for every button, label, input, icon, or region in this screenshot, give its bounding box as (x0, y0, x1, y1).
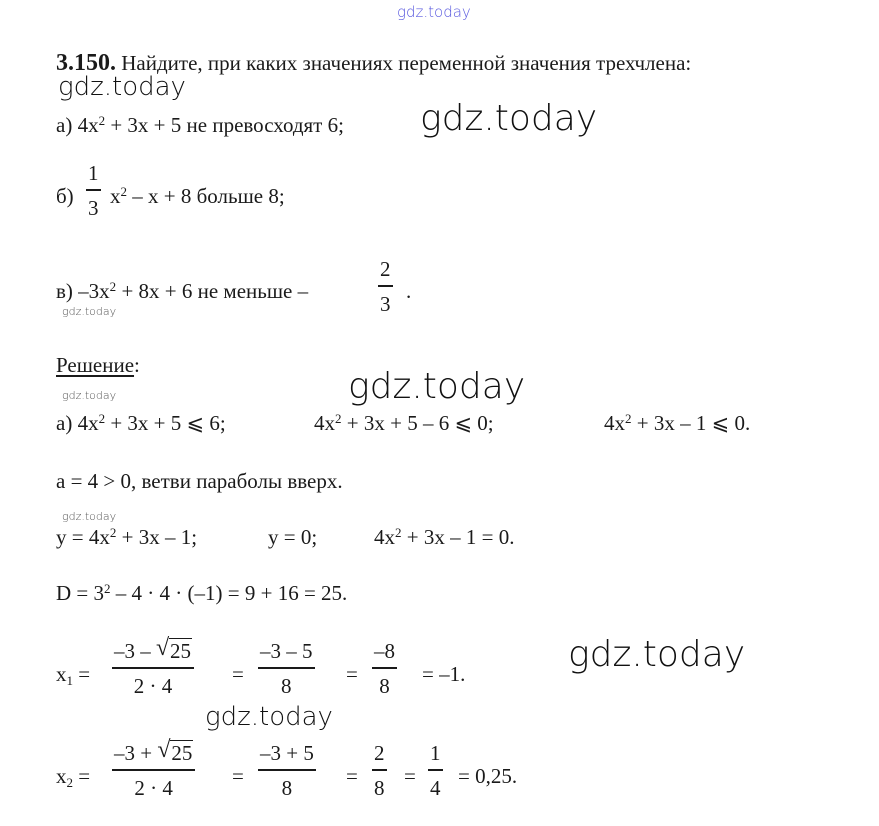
watermark-small-3: gdz.today (62, 510, 117, 523)
task-statement (56, 50, 691, 76)
item-c-fraction (378, 256, 393, 317)
solution-heading (56, 352, 140, 378)
fraction-numerator: 2 (380, 257, 391, 281)
solution-line-1b: $4x^2 + 3x + 5 - 6$ ⩽ 0; (314, 410, 494, 435)
task-text: Найдите, при каких значениях переменной значения трехчлена: (121, 51, 692, 75)
watermark-small-1: gdz.today (62, 305, 117, 318)
item-a-rest: + 3x + 5 не превосходят 6; (105, 113, 344, 137)
x1-result: = –1. (422, 662, 466, 686)
watermark-small-2: gdz.today (62, 389, 117, 402)
exponent: 2 (98, 112, 106, 128)
watermark-solution: gdz.today (348, 366, 526, 407)
x2-eq-3: = (346, 764, 358, 788)
fraction-denominator: 3 (380, 291, 391, 316)
watermark-heading: gdz.today (58, 72, 186, 102)
solution-heading-colon: : (134, 353, 140, 377)
solution-line-1c: $4x^2 + 3x - 1$ ⩽ 0. (604, 410, 751, 435)
exponent: 2 (109, 278, 117, 294)
x1-fraction-2: –3 – 5 8 (260, 639, 313, 698)
solution-line-3c: $4x^2 + 3x - 1 = 0$. (374, 524, 515, 549)
x2-fraction-3: 2 8 (374, 741, 385, 800)
solution-line-3a: $y = 4x^2 + 3x - 1$; (56, 524, 198, 549)
x2-fraction-1: –3 + √ 25 2 · 4 (112, 740, 195, 801)
fraction-numerator: 1 (88, 161, 99, 185)
x1-fraction-1: –3 – √ 25 2 · 4 (112, 638, 194, 699)
task-number: 3.150. (56, 50, 116, 76)
x1-fraction-3: –8 8 (374, 639, 395, 698)
watermark-line-a: gdz.today (420, 98, 598, 139)
x1-eq-2: = (232, 662, 244, 686)
sqrt-symbol: √ 25 (157, 737, 193, 765)
solution-line-4: $D = 3^2 - 4 \cdot 4 \cdot (-1) = 9 + 16 = 25$. (56, 580, 348, 605)
x2-lhs: $x_2$ = (56, 764, 91, 790)
fraction-denominator: 3 (88, 195, 99, 220)
x2-fraction-2: –3 + 5 8 (260, 741, 314, 800)
item-b-fraction (86, 160, 101, 221)
x1-eq-3: = (346, 662, 358, 686)
x2-eq-4: = (404, 764, 416, 788)
sqrt-symbol: √ 25 (156, 635, 191, 663)
fraction-bar (378, 285, 393, 287)
task-item-a (56, 112, 344, 138)
x1-lhs: $x_1$ = (56, 662, 91, 688)
item-b-label: б) (56, 184, 74, 208)
item-b-expression (110, 183, 285, 209)
x2-fraction-4: 1 4 (430, 741, 441, 800)
watermark-middle: gdz.today (205, 702, 333, 732)
item-b-rest: – x + 8 больше 8; (127, 184, 285, 208)
solution-line-2: a = 4 > 0, ветви параболы вверх. (56, 469, 343, 493)
item-a-text: а) 4x (56, 113, 99, 137)
solution-line-3b: y = 0; (268, 525, 318, 549)
item-c-expression (56, 278, 308, 304)
exponent: 2 (120, 183, 128, 199)
item-b-x: x (110, 184, 121, 208)
fraction-bar (86, 189, 101, 191)
solution-heading-text: Решение (56, 353, 135, 377)
watermark-right: gdz.today (568, 634, 746, 675)
x2-result: = 0,25. (458, 764, 518, 788)
solution-line-1a: а) $4x^2 + 3x + 5$ ⩽ 6; (56, 410, 226, 435)
x2-eq-2: = (232, 764, 244, 788)
item-c-mid: + 8x + 6 не меньше – (116, 279, 309, 303)
item-c-text: в) –3x (56, 279, 110, 303)
watermark-top: gdz.today (397, 3, 471, 21)
item-c-end: . (406, 279, 412, 303)
